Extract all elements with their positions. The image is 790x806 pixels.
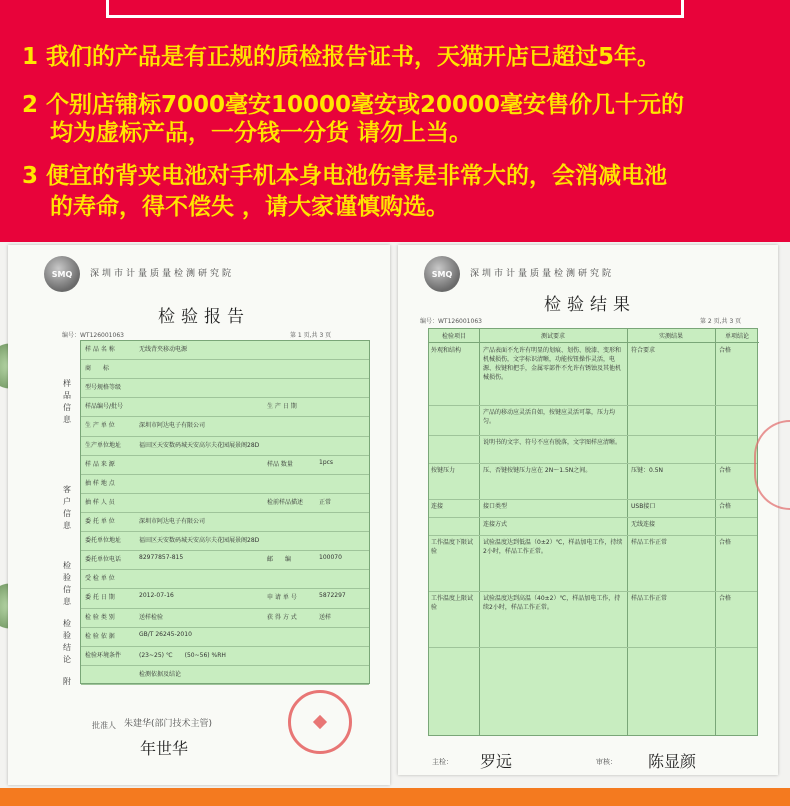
field-label: 样品 数量 (267, 460, 293, 468)
banner-frame (106, 0, 684, 18)
field-value: 深圳市阿达电子有限公司 (139, 422, 206, 430)
form-row (81, 647, 369, 666)
field-value: 82977857-815 (139, 554, 184, 562)
form-row (81, 628, 369, 647)
result-cell-item: 连接 (431, 503, 444, 510)
results-title: 检验结果 (544, 295, 636, 315)
form-row (81, 360, 369, 379)
column-header: 检验项目 (429, 329, 479, 343)
approver-label: 批准人 (92, 721, 116, 730)
row-divider (429, 499, 757, 500)
field-value: 5872297 (319, 592, 346, 600)
field-label: 样 品 来 源 (85, 460, 115, 468)
result-cell-verdict: 合格 (719, 595, 732, 602)
result-cell-result: 无线连接 (631, 521, 656, 528)
result-cell-req: 试验温度达到高温（40±2）℃，样品加电工作，持续2小时，样品工作正常。 (483, 595, 621, 611)
field-value: 检测依据及结论 (139, 670, 182, 678)
result-cell-item: 外观和结构 (431, 347, 462, 354)
result-cell-req: 试验温度达到低温（0±2）℃，样品加电工作，持续2小时，样品工作正常。 (483, 539, 623, 555)
report-number: 编号：WT126001063 (420, 318, 482, 325)
form-row (81, 570, 369, 589)
result-cell-req: 说明书的文字、符号不应有脱落，文字图样应清晰。 (483, 439, 622, 446)
column-header: 实测结果 (627, 329, 715, 343)
field-value: 100070 (319, 554, 342, 562)
result-cell-result: 符合要求 (631, 347, 656, 354)
row-divider (429, 535, 757, 536)
institute-name: 深圳市计量质量检测研究院 (470, 269, 615, 279)
form-row (81, 417, 369, 436)
field-value: 正常 (319, 498, 332, 506)
report-form-table (80, 340, 370, 684)
result-cell-verdict: 合格 (719, 503, 732, 510)
field-label: 样品编号/批号 (85, 403, 124, 411)
field-value: 无线背夹移动电源 (139, 346, 188, 353)
result-cell-req: 接口类型 (483, 503, 508, 510)
field-value: 送样检验 (139, 613, 164, 621)
result-cell-verdict: 合格 (719, 347, 732, 354)
field-value: 2012-07-16 (139, 592, 174, 600)
result-cell-item: 按键压力 (431, 467, 456, 474)
promo-banner (0, 0, 790, 242)
notice-line-1: 1 我们的产品是有正规的质检报告证书，天猫开店已超过5年。 (22, 44, 661, 70)
field-value: 1pcs (319, 458, 334, 466)
approver-name: 朱建华(部门技术主管) (124, 719, 213, 729)
form-row (81, 456, 369, 475)
smq-logo: SMQ (44, 256, 80, 292)
form-row (81, 475, 369, 494)
field-value: 送样 (319, 613, 332, 621)
field-label: 申 请 单 号 (267, 594, 297, 602)
column-header: 测试要求 (479, 329, 627, 343)
field-label: 委托单位电话 (85, 556, 122, 564)
form-row (81, 551, 369, 570)
field-value: GB/T 26245-2010 (139, 630, 192, 638)
smq-logo: SMQ (424, 256, 460, 292)
form-row (81, 437, 369, 456)
field-label: 检 验 依 据 (85, 632, 115, 640)
page-number: 第 2 页,共 3 页 (700, 318, 742, 325)
field-value: 福田区天安数码城天安高尔夫花园展景阁28D (139, 441, 260, 449)
section-label: 样品信息 (63, 379, 71, 424)
column-divider (715, 329, 716, 735)
reviewer-signature: 陈显颜 (648, 752, 697, 771)
field-value: 福田区天安数码城天安高尔夫花园展景阁28D (139, 537, 260, 545)
reviewer-label: 审核： (596, 758, 617, 766)
institute-name: 深圳市计量质量检测研究院 (90, 269, 235, 279)
column-divider (479, 329, 480, 735)
field-label: 检验环境条件 (85, 651, 122, 659)
field-label: 商 标 (85, 365, 110, 373)
form-row (81, 341, 369, 360)
field-label: 生 产 日 期 (267, 403, 297, 411)
form-row (81, 513, 369, 532)
result-cell-result: 压键：0.5N (631, 467, 664, 474)
result-cell-verdict: 合格 (719, 539, 732, 546)
result-cell-item: 工作温度下限试验 (431, 539, 474, 555)
field-label: 邮 编 (267, 556, 292, 564)
row-divider (429, 591, 757, 592)
notice-line-3-cont: 的寿命，得不偿失 ，请大家谨慎购选。 (50, 194, 450, 220)
result-cell-item: 工作温度上限试验 (431, 595, 474, 611)
form-row (81, 589, 369, 608)
report-number: 编号：WT126001063 (62, 332, 124, 339)
result-cell-req: 产品表面不允许有明显的划痕、划伤、脱漆、变形和机械损伤，文字标识清晰，功能按钮操作灵活，电源、按键和把手，金属零部件不允许有锈蚀及其他机械损伤。 (483, 347, 622, 381)
checker-label: 主检： (432, 758, 453, 766)
section-label: 检验信息 (63, 561, 71, 606)
field-label: 抽 样 人 员 (85, 498, 115, 506)
row-divider (429, 405, 757, 406)
field-label: 生 产 单 位 (85, 422, 115, 430)
page-number: 第 1 页,共 3 页 (290, 332, 332, 339)
section-label: 客户信息 (63, 485, 71, 530)
official-seal (288, 690, 352, 754)
field-label: 获 得 方 式 (267, 613, 297, 621)
notice-line-2: 2 个别店铺标7000毫安10000毫安或20000毫安售价几十元的 (22, 92, 685, 118)
form-row (81, 609, 369, 628)
section-label: 检验结论 (63, 619, 71, 664)
results-table (428, 328, 758, 736)
row-divider (429, 517, 757, 518)
form-row (81, 398, 369, 417)
column-divider (627, 329, 628, 735)
result-cell-result: 样品工作正常 (631, 539, 668, 546)
field-value: (23~25) ℃ (50~56) %RH (139, 651, 226, 659)
field-label: 委托单位地址 (85, 537, 122, 545)
field-label: 检 验 类 别 (85, 613, 115, 621)
section-label: 附 (63, 677, 71, 686)
field-label: 检前样品描述 (267, 498, 304, 506)
field-label: 受 检 单 位 (85, 575, 115, 583)
notice-line-3: 3 便宜的背夹电池对手机本身电池伤害是非常大的，会消减电池 (22, 163, 668, 189)
row-divider (429, 647, 757, 648)
result-cell-req: 压、否键按键压力应在 2N～1.5N之间。 (483, 467, 592, 474)
result-cell-verdict: 合格 (719, 467, 732, 474)
field-label: 生产单位地址 (85, 441, 122, 449)
checker-signature: 罗远 (480, 752, 513, 771)
form-row (81, 666, 369, 685)
result-cell-result: 样品工作正常 (631, 595, 668, 602)
field-value: 深圳市阿达电子有限公司 (139, 518, 206, 525)
report-title: 检验报告 (158, 307, 250, 327)
field-label: 委 托 单 位 (85, 518, 115, 525)
field-label: 委 托 日 期 (85, 594, 115, 602)
field-label: 样 品 名 称 (85, 346, 115, 353)
approver-signature: 年世华 (140, 739, 189, 758)
column-header: 单项结论 (715, 329, 759, 343)
field-label: 型号规格等级 (85, 384, 122, 392)
result-cell-req: 产品的移动应灵活自如，按键应灵活可靠，压力均匀。 (483, 409, 616, 425)
form-row (81, 532, 369, 551)
field-label: 抽 样 地 点 (85, 479, 115, 487)
bottom-bar (0, 788, 790, 806)
row-divider (429, 463, 757, 464)
row-divider (429, 435, 757, 436)
form-row (81, 379, 369, 398)
result-cell-req: 连接方式 (483, 521, 508, 528)
result-cell-result: USB接口 (631, 503, 656, 510)
notice-line-2-cont: 均为虚标产品，一分钱一分货 请勿上当。 (50, 120, 473, 146)
form-row (81, 494, 369, 513)
